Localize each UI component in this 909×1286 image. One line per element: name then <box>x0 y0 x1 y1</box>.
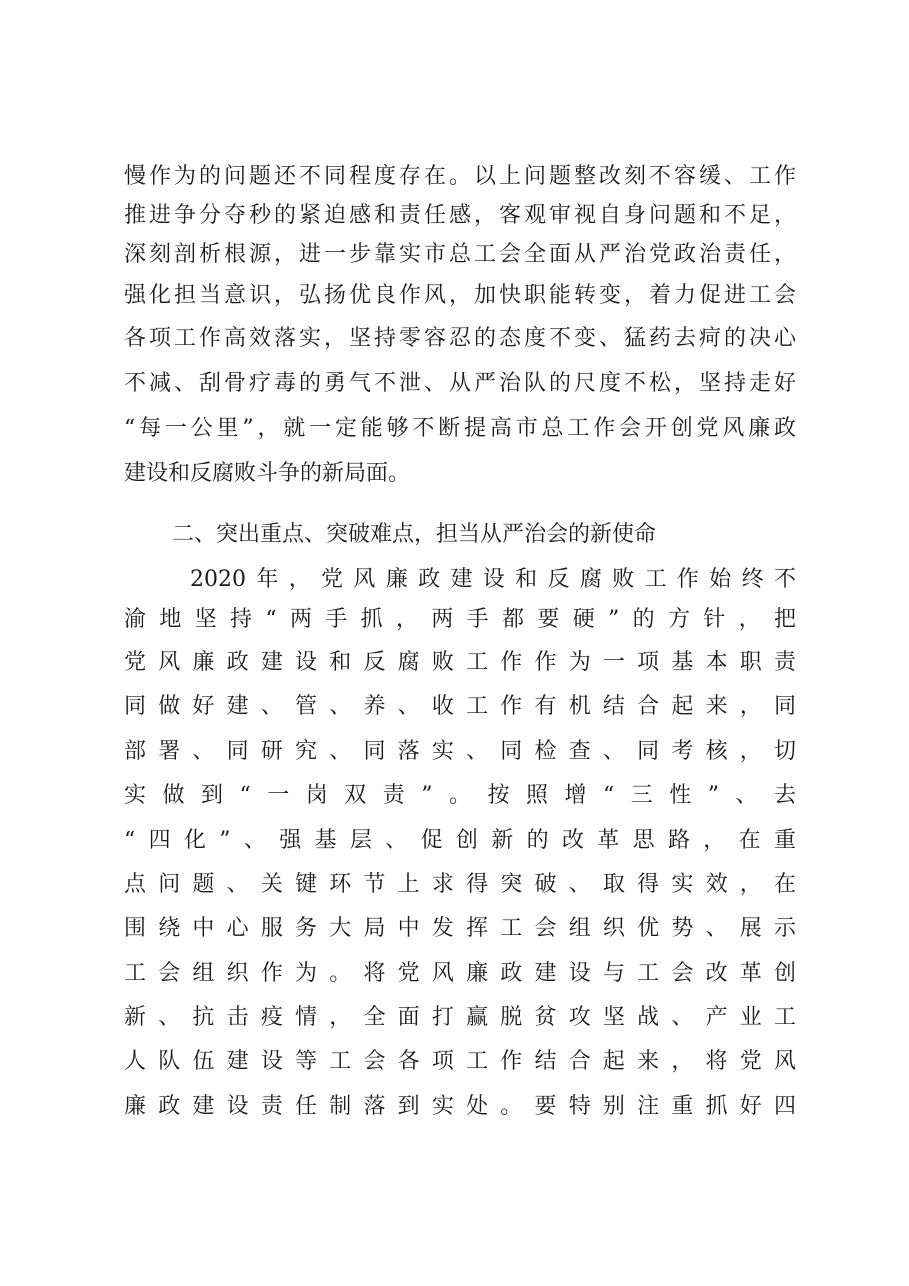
paragraph-1-line-1: 慢作为的问题还不同程度存在。以上问题整改刻不容缓、工作 <box>124 164 796 189</box>
paragraph-2-line-10: 工会组织作为。将党风廉政建设与工会改革创 <box>124 961 796 986</box>
paragraph-2-line-3: 党风廉政建设和反腐败工作作为一项基本职责 <box>124 650 796 675</box>
paragraph-1-line-2: 推进争分夺秒的紧迫感和责任感，客观审视自身问题和不足， <box>124 203 796 228</box>
paragraph-1-line-5: 各项工作高效落实，坚持零容忍的态度不变、猛药去疴的决心 <box>124 326 796 351</box>
paragraph-1-line-3: 深刻剖析根源，进一步靠实市总工会全面从严治党政治责任， <box>124 242 796 267</box>
paragraph-2-line-2: 渝地坚持“两手抓，两手都要硬”的方针，把 <box>124 607 796 632</box>
paragraph-1-line-8: 建设和反腐败斗争的新局面。 <box>124 461 411 486</box>
paragraph-1-line-6: 不减、刮骨疗毒的勇气不泄、从严治队的尺度不松，坚持走好 <box>124 371 796 396</box>
paragraph-2-line-8: 点问题、关键环节上求得突破、取得实效，在 <box>124 872 796 897</box>
section-heading: 二、突出重点、突破难点，担当从严治会的新使命 <box>172 522 657 547</box>
paragraph-2-line-9: 围绕中心服务大局中发挥工会组织优势、展示 <box>124 916 796 941</box>
paragraph-1-line-7: “每一公里”，就一定能够不断提高市总工作会开创党风廉政 <box>124 416 796 441</box>
paragraph-2-line-6: 实做到“一岗双责”。按照增“三性”、去 <box>124 783 796 808</box>
paragraph-2-line-12: 人队伍建设等工会各项工作结合起来，将党风 <box>124 1049 796 1074</box>
paragraph-2-line-11: 新、抗击疫情，全面打赢脱贫攻坚战、产业工 <box>124 1005 796 1030</box>
paragraph-2-line-13: 廉政建设责任制落到实处。要特别注重抓好四 <box>124 1094 796 1119</box>
paragraph-2-line-5: 部署、同研究、同落实、同检查、同考核，切 <box>124 739 796 764</box>
paragraph-1-line-4: 强化担当意识，弘扬优良作风，加快职能转变，着力促进工会 <box>124 283 796 308</box>
paragraph-2-line-4: 同做好建、管、养、收工作有机结合起来，同 <box>124 694 796 719</box>
paragraph-2-line-7: “四化”、强基层、促创新的改革思路，在重 <box>124 828 796 853</box>
paragraph-2-line-1: 2020年，党风廉政建设和反腐败工作始终不 <box>190 567 796 592</box>
